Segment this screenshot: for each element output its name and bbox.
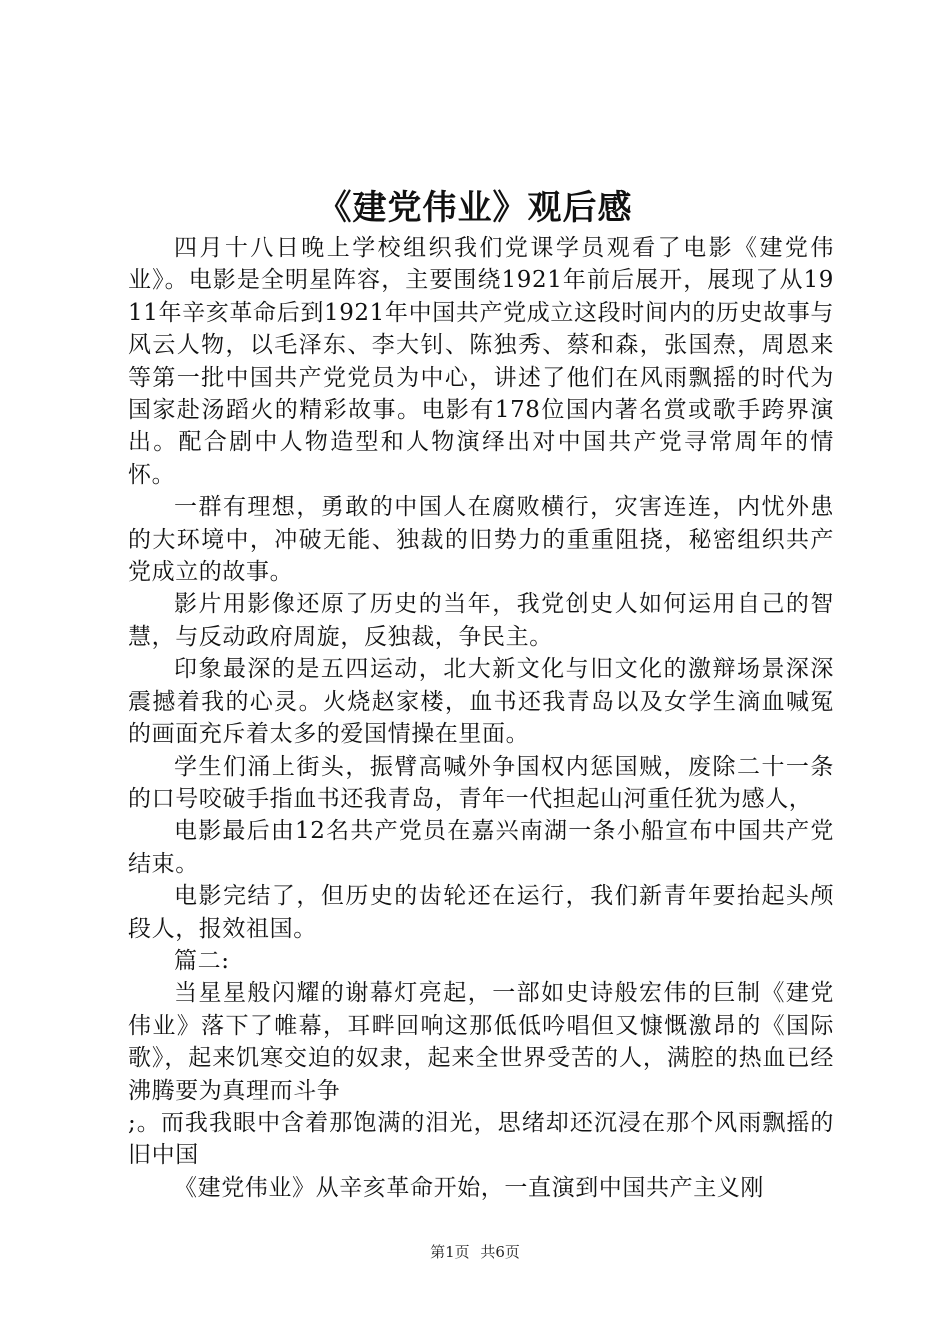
section-heading-part-two: 篇二:: [174, 947, 230, 974]
paragraph-9: ;。而我我眼中含着那饱满的泪光，思绪却还沉浸在那个风雨飘摇的旧中国: [128, 1109, 834, 1169]
paragraph-1: 四月十八日晚上学校组织我们党课学员观看了电影《建党伟业》。电影是全明星阵容，主要围绕1921年前后展开，展现了从1911年辛亥革命后到1921年中国共产党成立这段时间内的历史故事与风云人物，以毛泽东、李大钊、陈独秀、蔡和森，张国焘，周恩来等第一批中国共产党党员为中心，讲述了他们在风雨飘摇的时代为国家赴汤蹈火的精彩故事。电影有178位国内著名赏或歌手跨界演出。配合剧中人物造型和人物演绎出对中国共产党寻常周年的情怀。: [128, 235, 834, 488]
paragraph-5: 学生们涌上街头，振臂高喊外争国权内惩国贼，废除二十一条的口号咬破手指血书还我青岛，青年一代担起山河重任犹为感人，: [128, 753, 834, 812]
paragraph-3: 影片用影像还原了历史的当年，我党创史人如何运用自己的智慧，与反动政府周旋，反独裁，争民主。: [128, 591, 834, 650]
document-body: [128, 232, 834, 1204]
page-footer: [0, 1242, 950, 1262]
paragraph-10: 《建党伟业》从辛亥革命开始，一直演到中国共产主义刚: [174, 1174, 764, 1201]
page-number: 第1页: [430, 1243, 470, 1261]
page-total: 共6页: [480, 1243, 520, 1261]
paragraph-2: 一群有理想，勇敢的中国人在腐败横行，灾害连连，内忧外患的大环境中，冲破无能、独裁的旧势力的重重阻挠，秘密组织共产党成立的故事。: [128, 494, 834, 586]
document-title: 《建党伟业》观后感: [317, 188, 633, 228]
paragraph-4: 印象最深的是五四运动，北大新文化与旧文化的激辩场景深深震撼着我的心灵。火烧赵家楼，血书还我青岛以及女学生滴血喊冤的画面充斥着太多的爱国情操在里面。: [128, 656, 834, 748]
paragraph-8: 当星星般闪耀的谢幕灯亮起，一部如史诗般宏伟的巨制《建党伟业》落下了帷幕，耳畔回响这那低低吟唱但又慷慨激昂的《国际歌》，起来饥寒交迫的奴隶，起来全世界受苦的人，满腔的热血已经沸腾要为真理而斗争: [128, 980, 834, 1104]
paragraph-7: 电影完结了，但历史的齿轮还在运行，我们新青年要抬起头颅段人，报效祖国。: [128, 883, 834, 942]
paragraph-6: 电影最后由12名共产党员在嘉兴南湖一条小船宣布中国共产党结束。: [128, 818, 834, 877]
